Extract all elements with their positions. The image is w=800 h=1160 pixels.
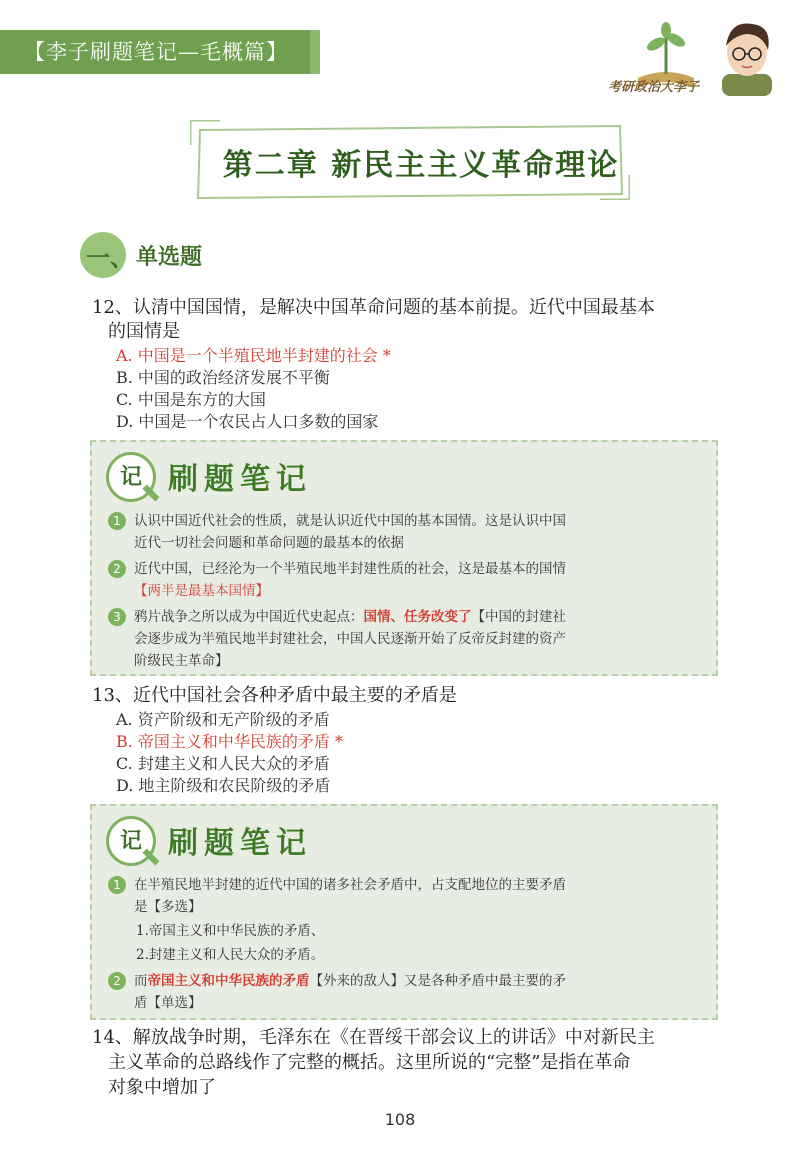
q12-option-d: D. 中国是一个农民占人口多数的国家: [116, 412, 379, 431]
header-banner: 【李子刷题笔记—毛概篇】: [0, 30, 310, 74]
study-note-2: [90, 804, 718, 1020]
note2-item1-line1: 在半殖民地半封建的近代中国的诸多社会矛盾中，占支配地位的主要矛盾: [134, 877, 566, 893]
question-12-line1: 12、认清中国国情，是解决中国革命问题的基本前提。近代中国最基本: [92, 297, 655, 318]
section-title: 单选题: [136, 244, 203, 270]
note1-item-1: [108, 510, 704, 532]
study-note-1: [90, 440, 718, 676]
question-13-line1: 13、近代中国社会各种矛盾中最主要的矛盾是: [92, 685, 457, 706]
note2-item2-post: 【外来的敌人】又是各种矛盾中最主要的矛: [309, 973, 566, 989]
note1-item1-line2: 近代一切社会问题和革命问题的最基本的依据: [134, 535, 404, 551]
note2-item2-highlight: 帝国主义和中华民族的矛盾: [147, 973, 310, 989]
note-magnifier-icon: 记: [106, 816, 156, 866]
question-14-line3: 对象中增加了: [108, 1077, 216, 1098]
number-2-icon: 2: [108, 560, 126, 578]
note1-item3-post: 【中国的封建社: [471, 609, 566, 625]
chapter-title: 第二章 新民主主义革命理论: [222, 148, 620, 183]
q13-option-b: B. 帝国主义和中华民族的矛盾 *: [116, 732, 344, 751]
note1-item2-line1: 近代中国，已经沦为一个半殖民地半封建性质的社会，这是最基本的国情: [134, 561, 566, 577]
note-magnifier-icon: 记: [106, 452, 156, 502]
question-14-line1: 14、解放战争时期，毛泽东在《在晋绥干部会议上的讲话》中对新民主: [92, 1027, 655, 1048]
q12-option-a: A. 中国是一个半殖民地半封建的社会 *: [116, 346, 391, 365]
note2-item1-line2: 是【多选】: [134, 899, 202, 915]
note2-sub-1: 1.帝国主义和中华民族的矛盾、: [136, 923, 325, 939]
number-3-icon: 3: [108, 608, 126, 626]
note2-sub-2: 2.封建主义和人民大众的矛盾。: [136, 947, 325, 963]
q12-option-c: C. 中国是东方的大国: [116, 390, 266, 409]
q13-option-d: D. 地主阶级和农民阶级的矛盾: [116, 776, 331, 795]
note1-item3-line3: 阶级民主革命】: [134, 653, 229, 669]
note1-item3-highlight: 国情、任务改变了: [363, 609, 472, 625]
note1-item-2: [108, 558, 704, 580]
note2-item-2: [108, 970, 704, 992]
q13-option-a: A. 资产阶级和无产阶级的矛盾: [116, 710, 330, 729]
q13-option-c: C. 封建主义和人民大众的矛盾: [116, 754, 330, 773]
note1-item2-line2: 【两半是最基本国情】: [134, 583, 269, 599]
note1-item1-line1: 认识中国近代社会的性质，就是认识近代中国的基本国情。这是认识中国: [134, 513, 566, 529]
note2-item-1: [108, 874, 704, 896]
question-12-line2: 的国情是: [108, 321, 180, 342]
note1-item3-line2: 会逐步成为半殖民地半封建社会，中国人民逐渐开始了反帝反封建的资产: [134, 631, 566, 647]
note-title: 刷题笔记: [168, 462, 312, 497]
question-14-line2: 主义革命的总路线作了完整的概括。这里所说的“完整”是指在革命: [108, 1052, 631, 1073]
q12-option-b: B. 中国的政治经济发展不平衡: [116, 368, 330, 387]
number-1-icon: 1: [108, 512, 126, 530]
note1-item3-pre: 鸦片战争之所以成为中国近代史起点：: [134, 609, 364, 625]
cartoon-avatar-icon: [712, 16, 782, 96]
number-1-icon: 1: [108, 876, 126, 894]
number-2-icon: 2: [108, 972, 126, 990]
note2-item2-line2: 盾【单选】: [134, 995, 202, 1011]
section-number: 一、: [86, 243, 134, 272]
note2-item2-pre: 而: [134, 973, 148, 989]
note1-item-3: [108, 606, 704, 628]
logo-text: 考研政治大李子: [608, 80, 700, 95]
note-title: 刷题笔记: [168, 826, 312, 861]
page-number: 108: [384, 1110, 416, 1129]
